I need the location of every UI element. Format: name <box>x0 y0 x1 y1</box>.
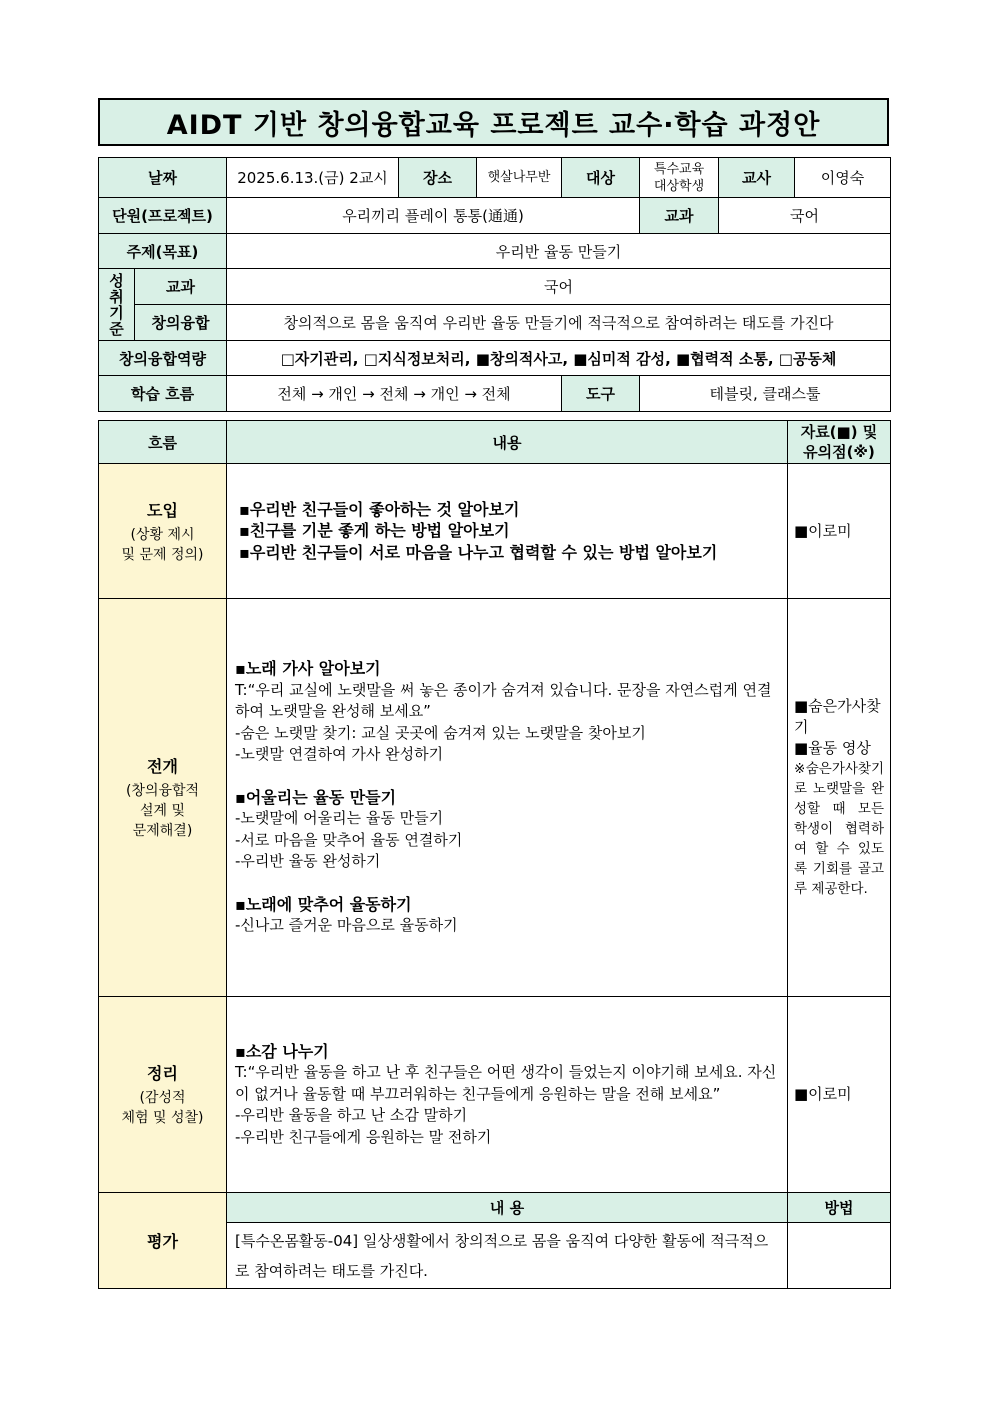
eval-content: [특수온몸활동-04] 일상생활에서 창의적으로 몸을 움직여 다양한 활동에 적극적으로 참여하려는 태도를 가진다. <box>227 1223 788 1289</box>
tool-value: 테블릿, 클래스툴 <box>640 376 891 412</box>
flow-value: 전체 → 개인 → 전체 → 개인 → 전체 <box>227 376 562 412</box>
stage-develop-title: 전개 <box>147 757 178 776</box>
section-heading: ▪노래 가사 알아보기 <box>235 659 381 679</box>
target-label: 대상 <box>562 158 640 198</box>
develop-note: ※숨은가사찾기로 노랫말을 완성할 때 모든 학생이 협력하여 할 수 있도록 기회를 골고루 제공한다. <box>794 761 884 897</box>
eval-method <box>788 1223 891 1289</box>
standard-fusion-label: 창의융합 <box>135 305 227 341</box>
subject-label: 교과 <box>640 198 719 234</box>
topic-label: 주제(목표) <box>99 234 227 269</box>
list-item: ▪친구를 기분 좋게 하는 방법 알아보기 <box>239 521 510 541</box>
close-content: ▪소감 나누기 T:“우리반 율동을 하고 난 후 친구들은 어떤 생각이 들었는지 이야기해 보세요. 자신이 없거나 율동할 때 부끄러워하는 친구들에게 응원하는 말을 전해 보세요” -우리반 율동을 하고 난 소감 말하기 -우리반 친구들에게 응원하는 말 전하기 <box>227 997 788 1193</box>
target-value-line-1: 특수교육 <box>653 161 705 177</box>
intro-material: ■이로미 <box>788 464 891 599</box>
section-heading: ▪어울리는 율동 만들기 <box>235 787 397 807</box>
place-label: 장소 <box>399 158 477 198</box>
header-content: 내용 <box>227 421 788 464</box>
unit-value: 우리끼리 플레이 통통(通通) <box>227 198 640 234</box>
target-value-line-2: 대상학생 <box>653 178 705 194</box>
eval-content-header: 내 용 <box>227 1193 788 1223</box>
develop-content: ▪노래 가사 알아보기 T:“우리 교실에 노랫말을 써 놓은 종이가 숨겨져 있습니다. 문장을 자연스럽게 연결하여 노랫말을 완성해 보세요” -숨은 노랫말 찾기: 교실 곳곳에 숨겨져 있는 노랫말을 찾아보기 -노랫말 연결하여 가사 완성하기 ▪어울리는 율동 만들기 -노랫말에 어울리는 율동 만들기 -서로 마음을 맞추어 율동 연결하기 -우리반 율동 완성하기 ▪노래에 맞추어 율동하기 -신나고 즐거운 마음으로 율동하기 <box>227 599 788 997</box>
flow-label: 학습 흐름 <box>99 376 227 412</box>
competency-label: 창의융합역량 <box>99 341 227 376</box>
place-value: 햇살나무반 <box>477 158 562 198</box>
close-material: ■이로미 <box>788 997 891 1193</box>
stage-eval-title: 평가 <box>99 1193 227 1289</box>
target-value <box>640 158 719 198</box>
competency-value: □자기관리, □지식정보처리, ■창의적사고, ■심미적 감성, ■협력적 소통, □공동체 <box>227 341 891 376</box>
list-item: ▪우리반 친구들이 서로 마음을 나누고 협력할 수 있는 방법 알아보기 <box>239 542 718 562</box>
list-item: ▪우리반 친구들이 좋아하는 것 알아보기 <box>239 499 520 519</box>
develop-material: ■숨은가사찾기 ■율동 영상 ※숨은가사찾기로 노랫말을 완성할 때 모든 학생이 협력하여 할 수 있도록 기회를 골고루 제공한다. <box>788 599 891 997</box>
unit-label: 단원(프로젝트) <box>99 198 227 234</box>
stage-develop: 전개 (창의융합적 설계 및 문제해결) <box>99 599 227 997</box>
document-title: AIDT 기반 창의융합교육 프로젝트 교수·학습 과정안 <box>166 109 821 141</box>
standard-subject-value: 국어 <box>227 269 891 305</box>
intro-content <box>227 464 788 599</box>
header-material: 자료(■) 및 유의점(※) <box>788 421 891 464</box>
eval-method-header: 방법 <box>788 1193 891 1223</box>
date-label: 날짜 <box>99 158 227 198</box>
document-title-box <box>98 98 889 146</box>
info-table <box>98 157 891 412</box>
standard-fusion-value: 창의적으로 몸을 움직여 우리반 율동 만들기에 적극적으로 참여하려는 태도를 가진다 <box>227 305 891 341</box>
header-flow: 흐름 <box>99 421 227 464</box>
section-heading: ▪노래에 맞추어 율동하기 <box>235 894 412 914</box>
stage-close: 정리 (감성적 체험 및 성찰) <box>99 997 227 1193</box>
tool-label: 도구 <box>562 376 640 412</box>
lesson-plan-table <box>98 420 891 1289</box>
teacher-value: 이영숙 <box>795 158 891 198</box>
topic-value: 우리반 율동 만들기 <box>227 234 891 269</box>
date-value: 2025.6.13.(금) 2교시 <box>227 158 399 198</box>
achievement-standard-label: 성 취 기 준 <box>99 269 135 341</box>
teacher-label: 교사 <box>719 158 795 198</box>
stage-intro: 도입 (상황 제시 및 문제 정의) <box>99 464 227 599</box>
stage-intro-title: 도입 <box>147 500 178 520</box>
standard-subject-label: 교과 <box>135 269 227 305</box>
subject-value: 국어 <box>719 198 891 234</box>
section-heading: ▪소감 나누기 <box>235 1041 329 1061</box>
stage-close-title: 정리 <box>147 1064 178 1083</box>
